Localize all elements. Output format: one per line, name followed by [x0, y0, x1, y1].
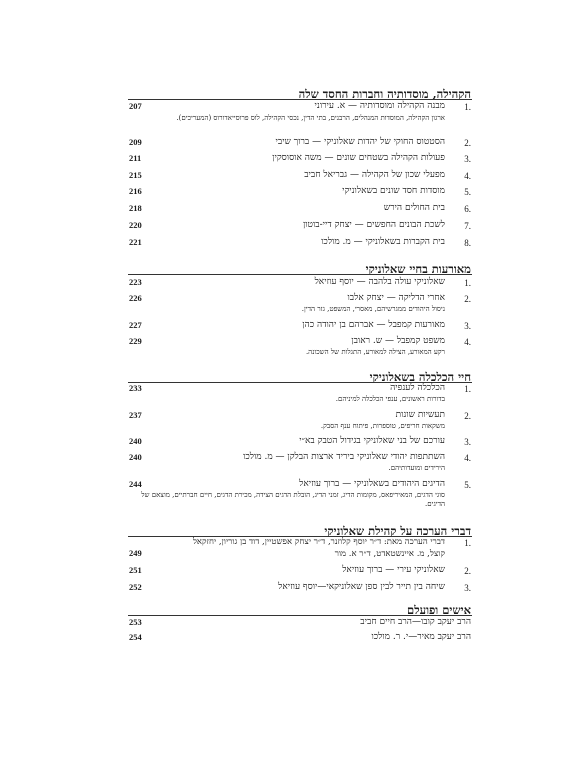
section-title: אישים ופועלם	[407, 603, 471, 617]
entry-title: שאלוניקי עירי — ברוך עוזיאל	[342, 565, 445, 575]
entry-number: 5.	[464, 187, 471, 197]
entry-number: 2.	[464, 294, 471, 304]
section-title: דברי הערכה על קהילת שאלוניקי	[324, 524, 471, 538]
entry-title: אחרי הדליקה — יצחק אלבו	[347, 293, 445, 303]
page-number: 215	[129, 170, 142, 180]
entry-title: תעשיות שונות	[395, 410, 445, 420]
entry-number: 1.	[464, 278, 471, 288]
page-number: 227	[129, 320, 142, 330]
entry-subtitle: ארגון הקהילה, המוסדות המנהלים, הרבנים, בתי הדין, נכסי הקהילה, לוס פרוסייאדורוס (המעריכים).	[176, 114, 445, 122]
page-number: 207	[129, 101, 142, 111]
page-number: 254	[129, 632, 142, 642]
entry-title: הכלכלה לענפיה	[390, 383, 445, 393]
section-title: הקהילה, מוסדותיה וחברות החסד שלה	[298, 87, 471, 101]
entry-number: 1.	[464, 384, 471, 394]
entry-title: בית הקברות בשאלוניקי — מ. מולכו	[321, 237, 445, 247]
entry-number: 3.	[464, 437, 471, 447]
entry-number: 2.	[464, 138, 471, 148]
page-number: 244	[129, 479, 142, 489]
entry-title-continued: קוצל, מ. איינשטאדט, ד״ר א. מור	[334, 549, 445, 559]
entry-number: 5.	[464, 480, 471, 490]
entry-number: 6.	[464, 204, 471, 214]
entry-title: בית החולים הירש	[383, 203, 445, 213]
entry-title: מוסדות חסד שונים בשאלוניקי	[342, 186, 445, 196]
entry-number: 3.	[464, 154, 471, 164]
section-divider	[128, 99, 472, 100]
entry-title: מפעלי שכון של הקהילה — גבריאל חביב	[304, 170, 445, 180]
page-number: 240	[129, 452, 142, 462]
entry-title: דברי הערכה מאת: ד״ר יוסף קלוזנר, ד״ר יצחק אפשטיין, דוד בן גוריון, יחזקאל	[192, 537, 445, 547]
page-number: 216	[129, 186, 142, 196]
entry-title: לשכת הבונים החפשים — יצחק דיי-בוטון	[302, 220, 445, 230]
entry-subtitle: ניסול היהודים ממגרשיהם, מאסרי, המשפט, גזר הדין.	[301, 305, 445, 313]
entry-title: מאורעות קמפבל — אברהם בן יהודה כהן	[302, 320, 445, 330]
page-number: 221	[129, 237, 142, 247]
page-number: 226	[129, 293, 142, 303]
page-number: 229	[129, 336, 142, 346]
entry-title: משפט קמפבל — ש. ראובן	[351, 336, 445, 346]
page-number: 233	[129, 383, 142, 393]
entry-number: 3.	[464, 583, 471, 593]
entry-subtitle: רקע המאורע, הצילה למאורע, התגלות של השכונה.	[305, 348, 445, 356]
entry-title: השתתפות יהודי שאלוניקי ביריד ארצות הבלקן — מ. מולכו	[243, 452, 445, 462]
entry-subtitle: משקאות חריפים, טוספרות, פיתוח ענף הסבק.	[320, 422, 445, 430]
entry-title: פעולות הקהילה בשטחים שונים — משה אוסוסקין	[272, 153, 445, 163]
page-number: 223	[129, 277, 142, 287]
section-divider	[128, 615, 472, 616]
entry-title: מבנה הקהילה ומוסדותיה — א. עירוני	[314, 101, 445, 111]
section-title: חיי הכלכלה בשאלוניקי	[369, 370, 471, 384]
entry-number: 4.	[464, 337, 471, 347]
entry-number: 7.	[464, 221, 471, 231]
entry-number: 1.	[464, 102, 471, 112]
entry-subtitle: הירידים ומועדותיהם.	[388, 464, 445, 472]
page-number: 237	[129, 410, 142, 420]
entry-subtitle: בדורות ראשונים, ענפי הכלכלה למיניהם.	[335, 395, 445, 403]
section-title: מאורעות בחיי שאלוניקי	[365, 262, 471, 276]
entry-title: הרב יעקב קובו—הרב חיים חביב	[360, 617, 471, 627]
entry-title: הסטטוס החוקי של יהדות שאלוניקי — ברוך שיבי	[275, 137, 445, 147]
entry-subtitle: סוגי הדגים, המאיריפאס, מקומות הדיג, זמני הדיג, הובלת הדגים הצידה, מכירת הדגים, חיים חברתיים, מוצאם של הדיגים.	[141, 491, 445, 508]
entry-number: 2.	[464, 411, 471, 421]
page-number: 220	[129, 220, 142, 230]
entry-title: הרב יעקב מאיר—י. ר. מולכו	[371, 632, 471, 642]
page-number: 251	[129, 565, 142, 575]
page-number: 249	[129, 548, 142, 558]
entry-number: 8.	[464, 238, 471, 248]
entry-title: הדיגים היהודים בשאלוניקי — ברוך עוזיאל	[299, 479, 445, 489]
entry-title: עורכם של בני שאלוניקי בגידול הטבק בא״י	[299, 436, 445, 446]
page-number: 252	[129, 582, 142, 592]
page-number: 218	[129, 203, 142, 213]
entry-number: 2.	[464, 566, 471, 576]
page-number: 253	[129, 617, 142, 627]
page-number: 211	[129, 153, 142, 163]
page-number: 240	[129, 436, 142, 446]
entry-title: שאלוניקי עולה בלהבה — יוסף עוזיאל	[314, 277, 445, 287]
entry-title: שיחה בין תייר לבין ספן שאלוניקאי—יוסף עוזיאל	[278, 582, 445, 592]
entry-number: 1.	[464, 538, 471, 548]
entry-number: 4.	[464, 453, 471, 463]
entry-number: 4.	[464, 171, 471, 181]
page-number: 209	[129, 137, 142, 147]
section-divider	[128, 274, 472, 275]
entry-number: 3.	[464, 321, 471, 331]
